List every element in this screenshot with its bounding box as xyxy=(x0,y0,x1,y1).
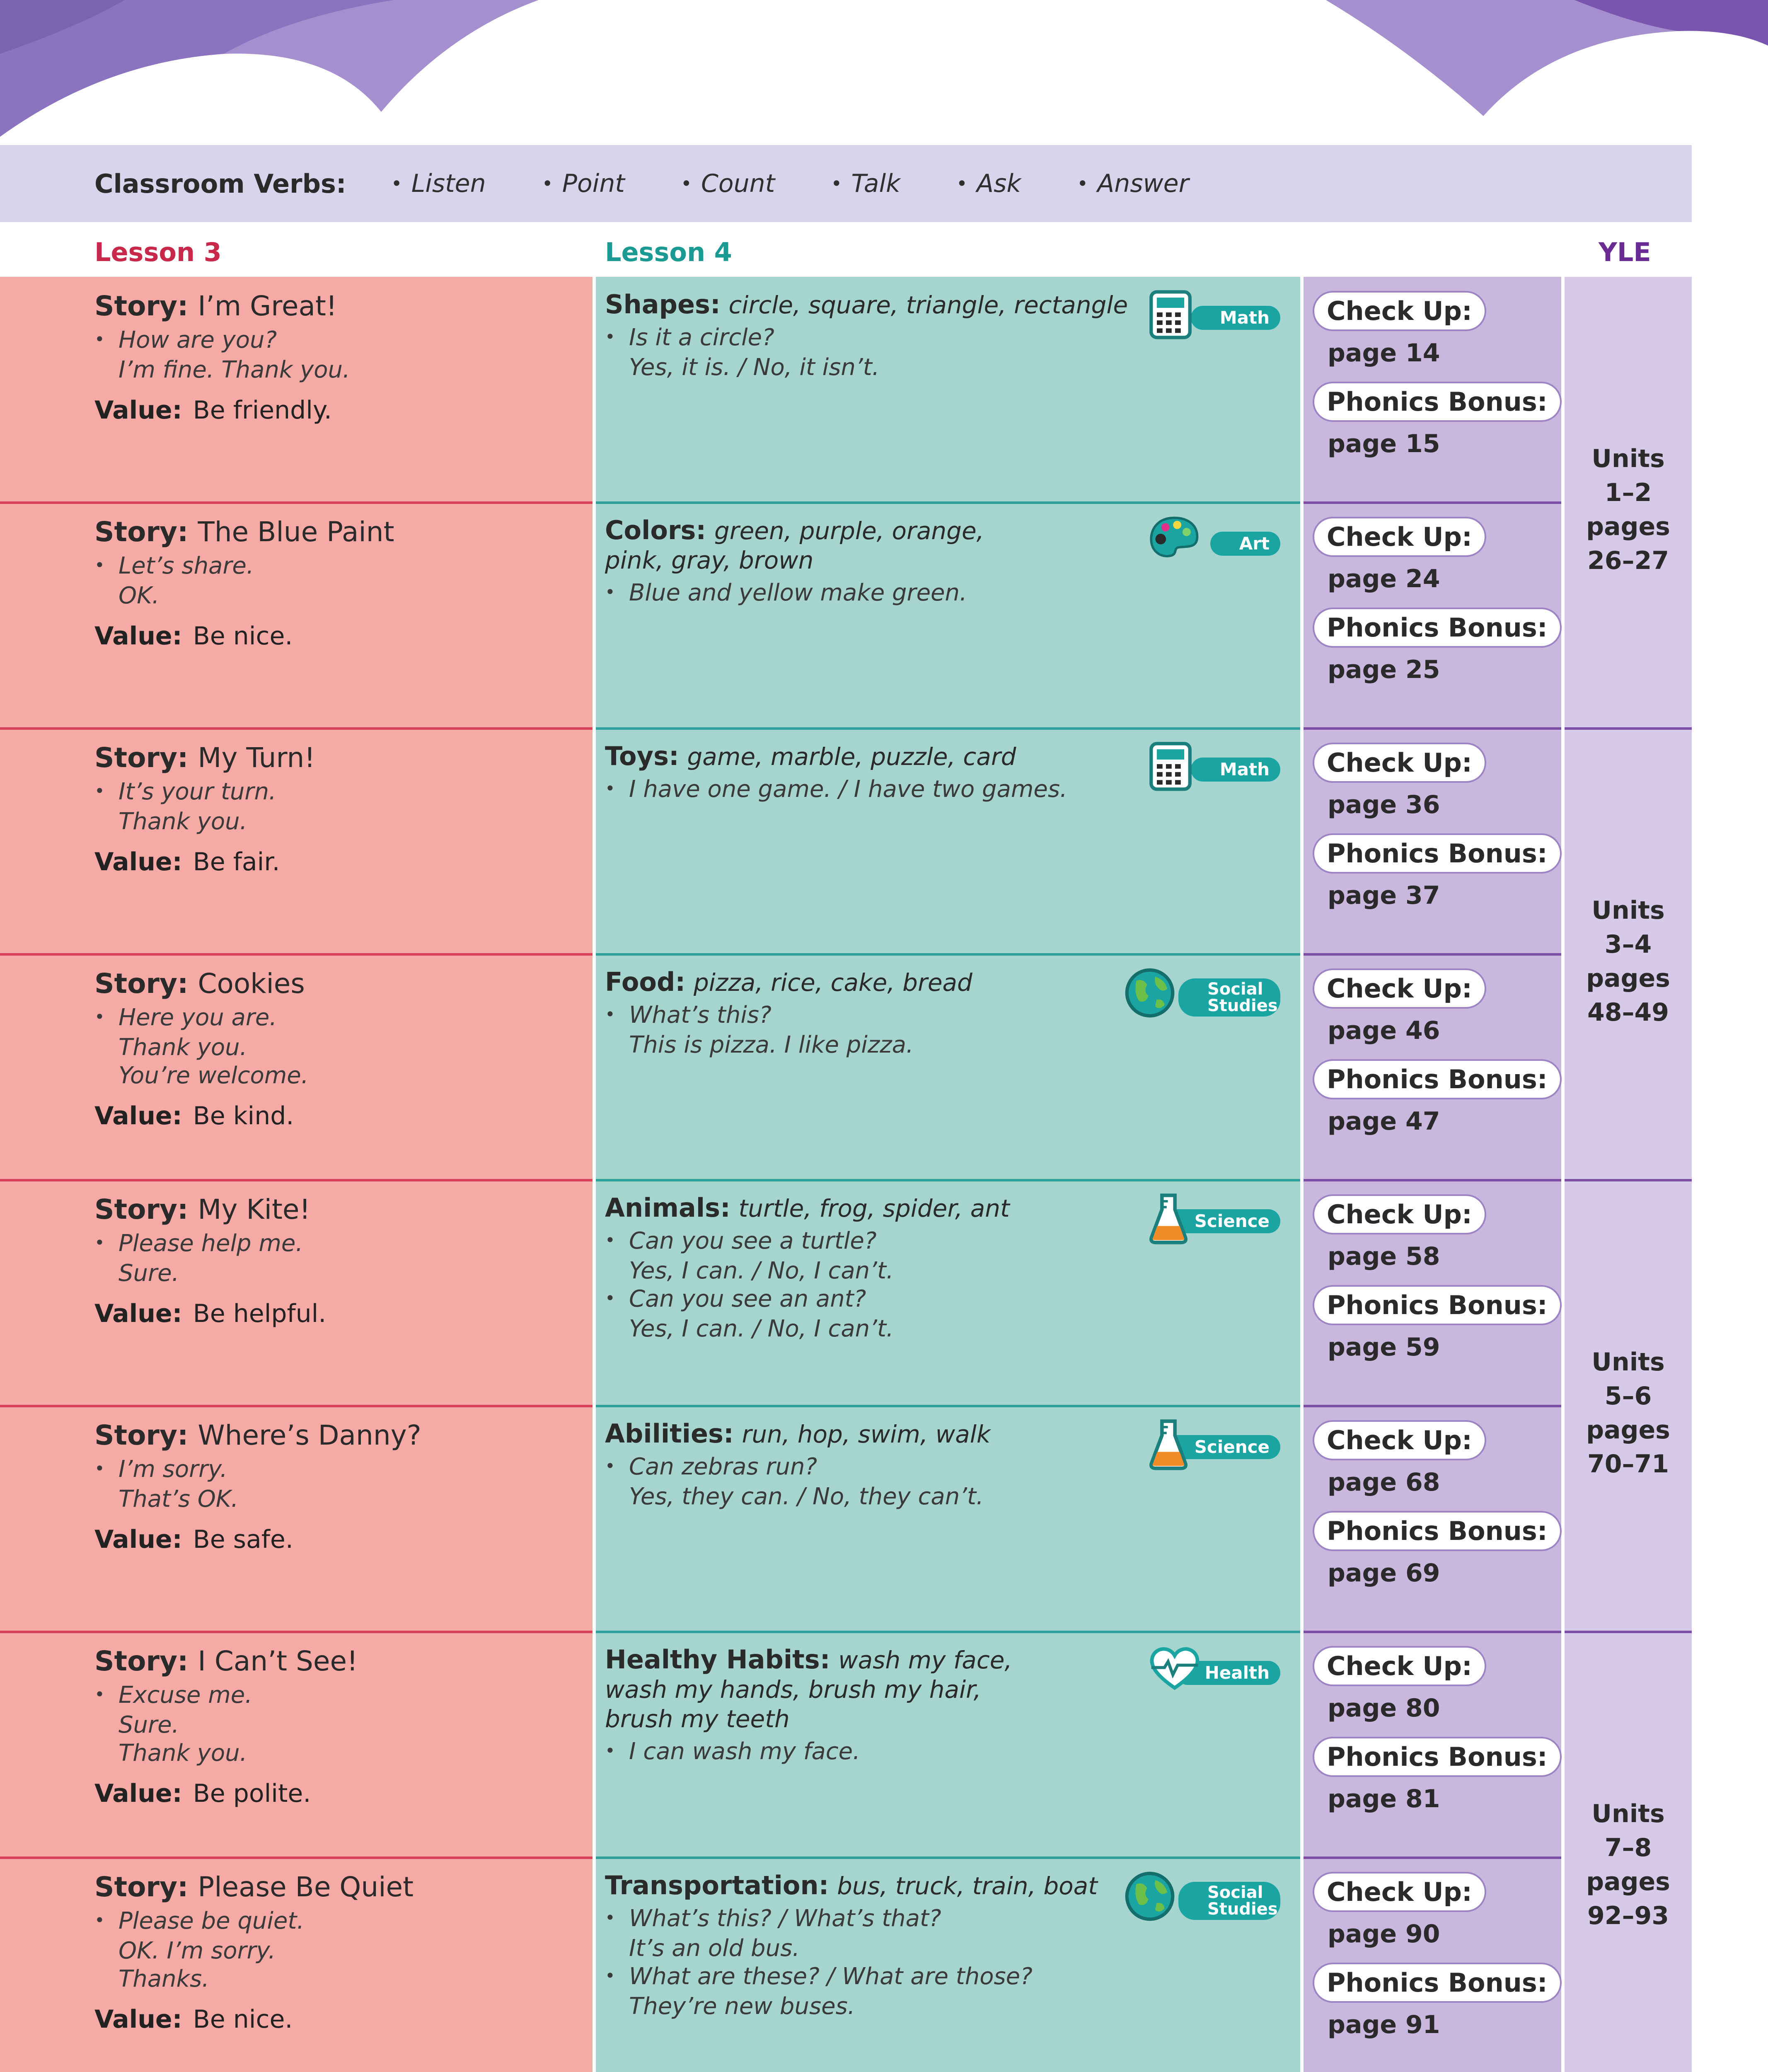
story-cell xyxy=(94,968,583,1130)
phrase-line: Thank you. xyxy=(119,808,247,835)
row-divider xyxy=(596,727,1300,730)
phrase-line: • I can wash my face. xyxy=(605,1738,860,1765)
topic-title: Animals: turtle, frog, spider, ant xyxy=(605,1193,1010,1223)
phrase-line: I’m fine. Thank you. xyxy=(119,356,350,383)
row-divider xyxy=(1304,727,1561,730)
checkup-cell xyxy=(1313,968,1553,1136)
phrase-line: OK. I’m sorry. xyxy=(119,1937,276,1964)
topic-cell xyxy=(605,742,1123,805)
subject-label: Health xyxy=(1176,1661,1280,1685)
row-divider xyxy=(0,1179,593,1181)
topic-title: Food: pizza, rice, cake, bread xyxy=(605,967,972,997)
story-cell xyxy=(94,1419,583,1554)
phrase-line: Thank you. xyxy=(119,1034,247,1061)
phonics-pill: Phonics Bonus: xyxy=(1313,1059,1562,1099)
phrase-line: Yes, I can. / No, I can’t. xyxy=(629,1257,894,1284)
verb-item: • Point xyxy=(542,169,625,198)
row-divider xyxy=(1304,501,1561,504)
topic-title: Shapes: circle, square, triangle, rectangle xyxy=(605,289,1128,320)
phrase-line: • It’s your turn. xyxy=(94,778,276,805)
row-divider xyxy=(596,1857,1300,1859)
checkup-pill: Check Up: xyxy=(1313,1194,1486,1234)
phrase-line: • Excuse me. xyxy=(94,1682,253,1709)
value-line: Value: Be nice. xyxy=(94,2005,293,2034)
story-cell xyxy=(94,516,583,651)
story-title: Story: I’m Great! xyxy=(94,290,337,322)
row-divider xyxy=(1304,1857,1561,1859)
yle-header: YLE xyxy=(1599,237,1651,267)
subject-badge xyxy=(1119,1644,1280,1706)
row-divider xyxy=(0,501,593,504)
phonics-page: page 59 xyxy=(1328,1333,1440,1362)
topic-cell xyxy=(605,289,1128,382)
phonics-page: page 81 xyxy=(1328,1784,1440,1813)
checkup-page: page 24 xyxy=(1328,564,1440,593)
row-divider xyxy=(0,1631,593,1633)
subject-label: Science xyxy=(1166,1435,1280,1459)
story-title: Story: Where’s Danny? xyxy=(94,1419,421,1451)
checkup-page: page 68 xyxy=(1328,1468,1440,1497)
phonics-page: page 47 xyxy=(1328,1107,1440,1136)
topic-title: Transportation: bus, truck, train, boat xyxy=(605,1870,1098,1900)
topic-cell xyxy=(605,968,1123,1059)
checkup-pill: Check Up: xyxy=(1313,1420,1486,1460)
subject-badge xyxy=(1119,514,1280,576)
checkup-pill: Check Up: xyxy=(1313,291,1486,331)
story-title: Story: Please Be Quiet xyxy=(94,1871,414,1903)
phrase-line: • I have one game. / I have two games. xyxy=(605,776,1067,803)
phrase-line: Yes, it is. / No, it isn’t. xyxy=(629,354,880,381)
row-divider xyxy=(1565,1179,1692,1181)
value-line: Value: Be kind. xyxy=(94,1101,294,1130)
phrase-line: Sure. xyxy=(119,1711,179,1738)
phrase-line: • What’s this? xyxy=(605,1002,772,1029)
phonics-pill: Phonics Bonus: xyxy=(1313,833,1562,874)
row-divider xyxy=(0,1405,593,1407)
story-cell xyxy=(94,290,583,425)
phonics-pill: Phonics Bonus: xyxy=(1313,608,1562,648)
checkup-pill: Check Up: xyxy=(1313,517,1486,557)
phrase-line: • Blue and yellow make green. xyxy=(605,579,967,606)
subject-label: Social Studies xyxy=(1178,1882,1280,1920)
topic-title: Healthy Habits: wash my face, wash my hands, brush my hair, brush my teeth xyxy=(605,1644,1012,1733)
topic-title: Abilities: run, hop, swim, walk xyxy=(605,1418,991,1449)
subject-label: Social Studies xyxy=(1178,978,1280,1017)
phrase-line: • Please be quiet. xyxy=(94,1907,305,1934)
phrase-line: • Can you see a turtle? xyxy=(605,1227,877,1254)
topic-cell xyxy=(605,1419,1123,1511)
verb-item: • Listen xyxy=(391,169,486,198)
checkup-cell xyxy=(1313,1646,1553,1813)
row-divider xyxy=(596,953,1300,956)
topic-title: Toys: game, marble, puzzle, card xyxy=(605,741,1016,771)
phonics-pill: Phonics Bonus: xyxy=(1313,1285,1562,1325)
row-divider xyxy=(596,1405,1300,1407)
phrase-line: Sure. xyxy=(119,1260,179,1287)
checkup-pill: Check Up: xyxy=(1313,1646,1486,1686)
phonics-pill: Phonics Bonus: xyxy=(1313,382,1562,422)
topic-cell xyxy=(605,1645,1123,1767)
yle-cell: Units 7–8 pages 92–93 xyxy=(1586,1799,1670,1930)
checkup-pill: Check Up: xyxy=(1313,968,1486,1009)
subject-badge xyxy=(1119,966,1280,1028)
value-line: Value: Be friendly. xyxy=(94,396,332,425)
verb-item: • Count xyxy=(680,169,775,198)
checkup-pill: Check Up: xyxy=(1313,1872,1486,1912)
row-divider xyxy=(596,1631,1300,1633)
checkup-cell xyxy=(1313,517,1553,684)
phrase-line: • Is it a circle? xyxy=(605,324,774,351)
story-cell xyxy=(94,1871,583,2034)
subject-label: Math xyxy=(1191,306,1280,330)
row-divider xyxy=(0,953,593,956)
value-line: Value: Be polite. xyxy=(94,1779,311,1808)
phrase-line: Yes, I can. / No, I can’t. xyxy=(629,1315,894,1342)
phrase-line: Thank you. xyxy=(119,1740,247,1767)
phrase-line: • Here you are. xyxy=(94,1004,277,1031)
lesson3-header: Lesson 3 xyxy=(94,237,222,267)
heart-icon xyxy=(1148,1644,1202,1693)
decorative-banner xyxy=(0,0,1768,157)
story-title: Story: I Can’t See! xyxy=(94,1645,358,1677)
checkup-page: page 14 xyxy=(1328,339,1440,368)
checkup-page: page 80 xyxy=(1328,1694,1440,1723)
phonics-pill: Phonics Bonus: xyxy=(1313,1511,1562,1551)
checkup-cell xyxy=(1313,1420,1553,1588)
lesson-table xyxy=(0,277,1692,2072)
phrase-line: Thanks. xyxy=(119,1965,209,1992)
topic-cell xyxy=(605,1871,1123,2021)
phrase-line: • Let’s share. xyxy=(94,552,254,579)
phonics-page: page 15 xyxy=(1328,429,1440,458)
calculator-icon xyxy=(1148,740,1193,793)
phrase-line: Yes, they can. / No, they can’t. xyxy=(629,1483,984,1510)
yle-cell: Units 3–4 pages 48–49 xyxy=(1586,896,1670,1027)
row-divider xyxy=(0,1857,593,1859)
story-cell xyxy=(94,742,583,876)
phrase-line: • Can zebras run? xyxy=(605,1453,817,1480)
row-divider xyxy=(1304,1179,1561,1181)
checkup-cell xyxy=(1313,291,1553,458)
checkup-page: page 58 xyxy=(1328,1242,1440,1271)
phrase-line: • Can you see an ant? xyxy=(605,1285,866,1312)
phonics-page: page 91 xyxy=(1328,2010,1440,2039)
subject-label: Science xyxy=(1166,1209,1280,1233)
verb-item: • Answer xyxy=(1077,169,1189,198)
checkup-cell xyxy=(1313,1194,1553,1362)
phonics-pill: Phonics Bonus: xyxy=(1313,1737,1562,1777)
row-divider xyxy=(1565,1631,1692,1633)
topic-cell xyxy=(605,516,1123,609)
checkup-page: page 36 xyxy=(1328,790,1440,819)
row-divider xyxy=(1304,1405,1561,1407)
checkup-page: page 90 xyxy=(1328,1920,1440,1949)
phrase-line: This is pizza. I like pizza. xyxy=(629,1031,914,1058)
classroom-verbs-bar xyxy=(0,145,1692,222)
row-divider xyxy=(596,1179,1300,1181)
lesson4-header: Lesson 4 xyxy=(605,237,732,267)
globe-icon xyxy=(1123,966,1177,1021)
story-cell xyxy=(94,1193,583,1328)
checkup-page: page 46 xyxy=(1328,1016,1440,1045)
phonics-page: page 37 xyxy=(1328,881,1440,910)
subject-label: Art xyxy=(1210,532,1280,556)
story-title: Story: My Kite! xyxy=(94,1193,310,1225)
topic-title: Colors: green, purple, orange, pink, gray, brown xyxy=(605,515,984,574)
subject-badge xyxy=(1119,740,1280,802)
story-title: Story: My Turn! xyxy=(94,742,315,774)
subject-label: Math xyxy=(1191,758,1280,782)
phonics-pill: Phonics Bonus: xyxy=(1313,1963,1562,2003)
verb-item: • Ask xyxy=(956,169,1021,198)
subject-badge xyxy=(1119,1192,1280,1254)
story-cell xyxy=(94,1645,583,1808)
checkup-cell xyxy=(1313,1872,1553,2039)
verb-item: • Talk xyxy=(831,169,900,198)
globe-icon xyxy=(1123,1869,1177,1925)
yle-cell: Units 1–2 pages 26–27 xyxy=(1586,444,1670,575)
subject-badge xyxy=(1119,288,1280,351)
calculator-icon xyxy=(1148,288,1193,341)
subject-badge xyxy=(1119,1418,1280,1480)
checkup-cell xyxy=(1313,743,1553,910)
topic-cell xyxy=(605,1193,1123,1343)
phonics-page: page 25 xyxy=(1328,655,1440,684)
row-divider xyxy=(1565,727,1692,730)
row-divider xyxy=(596,501,1300,504)
value-line: Value: Be safe. xyxy=(94,1525,293,1554)
phrase-line: That’s OK. xyxy=(119,1486,239,1513)
phrase-line: • How are you? xyxy=(94,327,277,353)
checkup-pill: Check Up: xyxy=(1313,743,1486,783)
phrase-line: OK. xyxy=(119,582,160,609)
flask-icon xyxy=(1148,1192,1189,1247)
value-line: Value: Be nice. xyxy=(94,622,293,651)
classroom-verbs-title: Classroom Verbs: xyxy=(94,168,346,199)
phrase-line: • What are these? / What are those? xyxy=(605,1963,1033,1990)
yle-cell: Units 5–6 pages 70–71 xyxy=(1586,1348,1670,1479)
palette-icon xyxy=(1148,514,1201,563)
phrase-line: • I’m sorry. xyxy=(94,1456,227,1483)
flask-icon xyxy=(1148,1418,1189,1472)
row-divider xyxy=(0,727,593,730)
value-line: Value: Be fair. xyxy=(94,847,280,876)
phrase-line: • What’s this? / What’s that? xyxy=(605,1905,941,1932)
phonics-page: page 69 xyxy=(1328,1559,1440,1588)
phrase-line: • Please help me. xyxy=(94,1230,303,1257)
story-title: Story: Cookies xyxy=(94,968,305,1000)
value-line: Value: Be helpful. xyxy=(94,1299,327,1328)
subject-badge xyxy=(1119,1869,1280,1932)
row-divider xyxy=(1304,1631,1561,1633)
row-divider xyxy=(1304,953,1561,956)
story-title: Story: The Blue Paint xyxy=(94,516,394,548)
phrase-line: It’s an old bus. xyxy=(629,1935,800,1962)
phrase-line: They’re new buses. xyxy=(629,1993,855,2020)
phrase-line: You’re welcome. xyxy=(119,1062,309,1089)
